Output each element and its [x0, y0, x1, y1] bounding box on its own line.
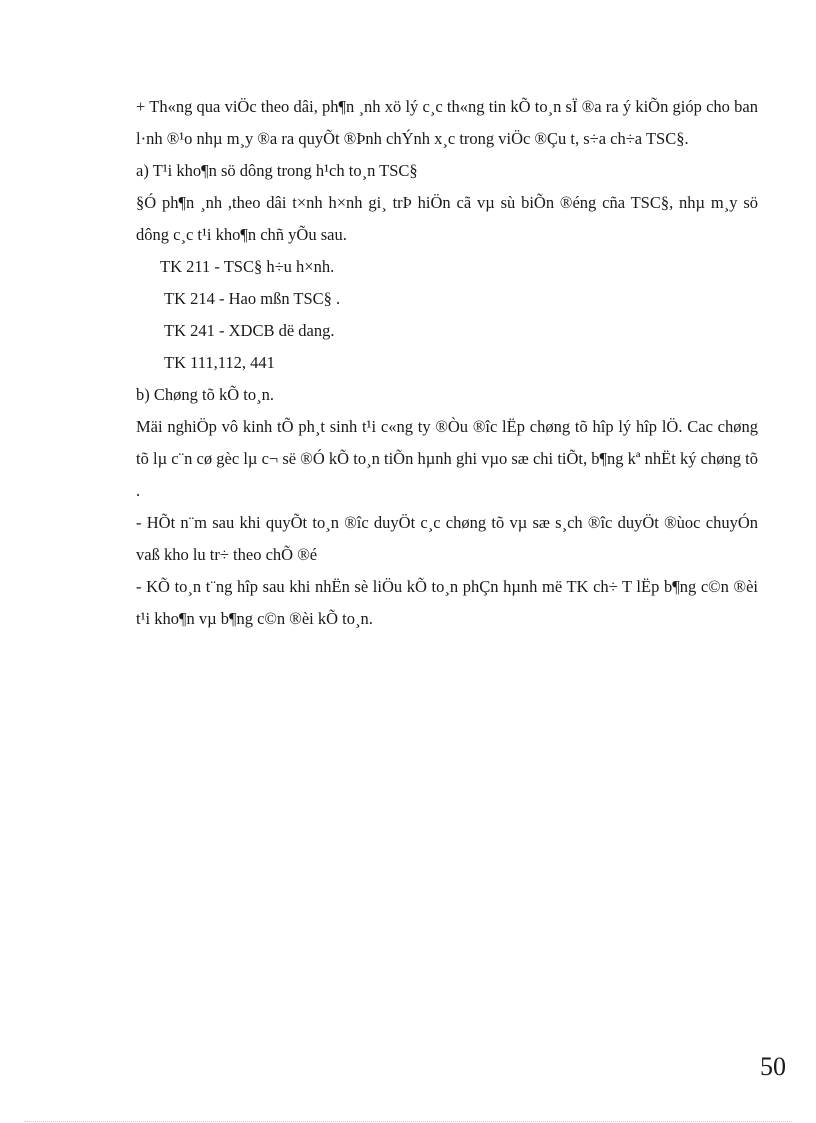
paragraph-vouchers: Mäi nghiÖp vô kinh tÕ ph¸t sinh t¹i c«ng ty ®Òu ®îc lËp chøng tõ hîp lý hîp lÖ. Cac chøng tõ lµ c¨n cø gèc lµ c¬ së ®Ó kÕ to¸n tiÕn hµnh ghi vµo sæ chi tiÕt, b¶ng kª nhËt ký chøng tõ .: [136, 417, 758, 500]
account-item-214: TK 214 - Hao mßn TSC§ .: [164, 289, 341, 308]
account-item-211: TK 211 - TSC§ h÷u h×nh.: [160, 257, 335, 276]
account-item-111-112-441: TK 111,112, 441: [164, 353, 275, 372]
paragraph-accounts: §Ó ph¶n ¸nh ,theo dâi t×nh h×nh gi¸ trÞ hiÖn cã vµ sù biÕn ®éng cña TSC§, nhµ m¸y sö dông c¸c t¹i kho¶n chñ yÕu sau.: [136, 193, 758, 244]
paragraph-archive: - HÕt n¨m sau khi quyÕt to¸n ®îc duyÖt c¸c chøng tõ vµ sæ s¸ch ®îc duyÖt ®ùoc chuyÓn vaß kho lu tr÷ theo chÕ ®é: [136, 513, 758, 564]
paragraph-summary: - KÕ to¸n t¨ng hîp sau khi nhËn sè liÖu kÕ to¸n phÇn hµnh më TK ch÷ T lËp b¶ng c©n ®èi t¹i kho¶n vµ b¶ng c©n ®èi kÕ to¸n.: [136, 577, 758, 628]
paragraph-intro: + Th«ng qua viÖc theo dâi, ph¶n ¸nh xö lý c¸c th«ng tin kÕ to¸n sÏ ®a ra ý kiÕn gióp cho ban l·nh ®¹o nhµ m¸y ®a ra quyÕt ®Þnh chÝnh x¸c trong viÖc ®Çu t, s÷a ch÷a TSC§.: [136, 97, 758, 148]
footer-divider: [24, 1121, 792, 1122]
account-item-241: TK 241 - XDCB dë dang.: [164, 321, 335, 340]
heading-a-accounts: a) T¹i kho¶n sö dông trong h¹ch to¸n TSC§: [136, 161, 418, 180]
page-number: 50: [760, 1052, 786, 1081]
heading-b-vouchers: b) Chøng tõ kÕ to¸n.: [136, 385, 274, 404]
page-body: [136, 91, 758, 635]
